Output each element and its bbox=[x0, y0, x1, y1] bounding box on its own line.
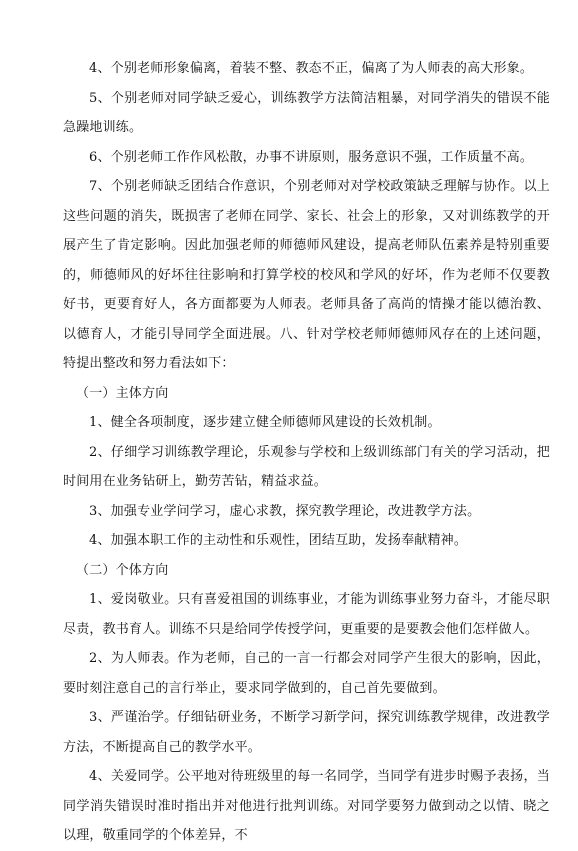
paragraph-item-6: 6、个别老师工作作风松散，办事不讲原则，服务意识不强，工作质量不高。 bbox=[89, 149, 534, 165]
paragraph-main-4: 4、加强本职工作的主动性和乐观性，团结互助，发扬奉献精神。 bbox=[89, 533, 468, 548]
paragraph-main-3: 3、加强专业学问学习，虚心求教，探究教学理论，改进教学方法。 bbox=[89, 503, 481, 519]
paragraph-item-4: 4、个别老师形象偏离，着装不整、教态不正，偏离了为人师表的高大形象。 bbox=[89, 61, 534, 76]
paragraph-individual-2: 2、为人师表。作为老师，自己的一言一行都会对同学产生很大的影响，因此，要时刻注意自己的言行举止，要求同学做到的，自己首先要做到。 bbox=[63, 651, 550, 696]
paragraph-main-2: 2、仔细学习训练教学理论，乐观参与学校和上级训练部门有关的学习活动，把时间用在业务钻研上，勤劳苦钻，精益求益。 bbox=[63, 444, 550, 489]
paragraph-item-5: 5、个别老师对同学缺乏爱心，训练教学方法简洁粗暴，对同学消失的错误不能急躁地训练。 bbox=[63, 90, 550, 135]
paragraph-individual-3: 3、严谨治学。仔细钻研业务，不断学习新学问，探究训练教学规律，改进教学方法，不断提高自己的教学水平。 bbox=[63, 710, 550, 755]
document-body bbox=[63, 54, 550, 851]
section-heading-main: （一）主体方向 bbox=[76, 385, 169, 401]
paragraph-individual-4: 4、关爱同学。公平地对待班级里的每一名同学，当同学有进步时赐予表扬，当同学消失错误时准时指出并对他进行批判训练。对同学要努力做到动之以情、晓之以理，敬重同学的个体差异，不 bbox=[63, 769, 550, 843]
section-heading-individual: （二）个体方向 bbox=[76, 562, 169, 578]
paragraph-main-1: 1、健全各项制度，逐步建立健全师德师风建设的长效机制。 bbox=[89, 415, 441, 430]
paragraph-individual-1: 1、爱岗敬业。只有喜爱祖国的训练事业，才能为训练事业努力奋斗，才能尽职尽责，教书育人。训练不只是给同学传授学问，更重要的是要教会他们怎样做人。 bbox=[63, 592, 550, 637]
paragraph-item-7: 7、个别老师缺乏团结合作意识，个别老师对对学校政策缺乏理解与协作。以上这些问题的消失，既损害了老师在同学、家长、社会上的形象，又对训练教学的开展产生了肯定影响。因此加强老师的师德师风建设，提高老师队伍素养是特别重要的，师德师风的好坏往往影响和打算学校的校风和学风的好坏，作为老师不仅要教好书，更要育好人，各方面都要为人师表。老师具备了高尚的情操才能以德治教、以德育人，才能引导同学全面进展。八、针对学校老师师德师风存在的上述问题，特提出整改和努力看法如下： bbox=[63, 179, 550, 371]
